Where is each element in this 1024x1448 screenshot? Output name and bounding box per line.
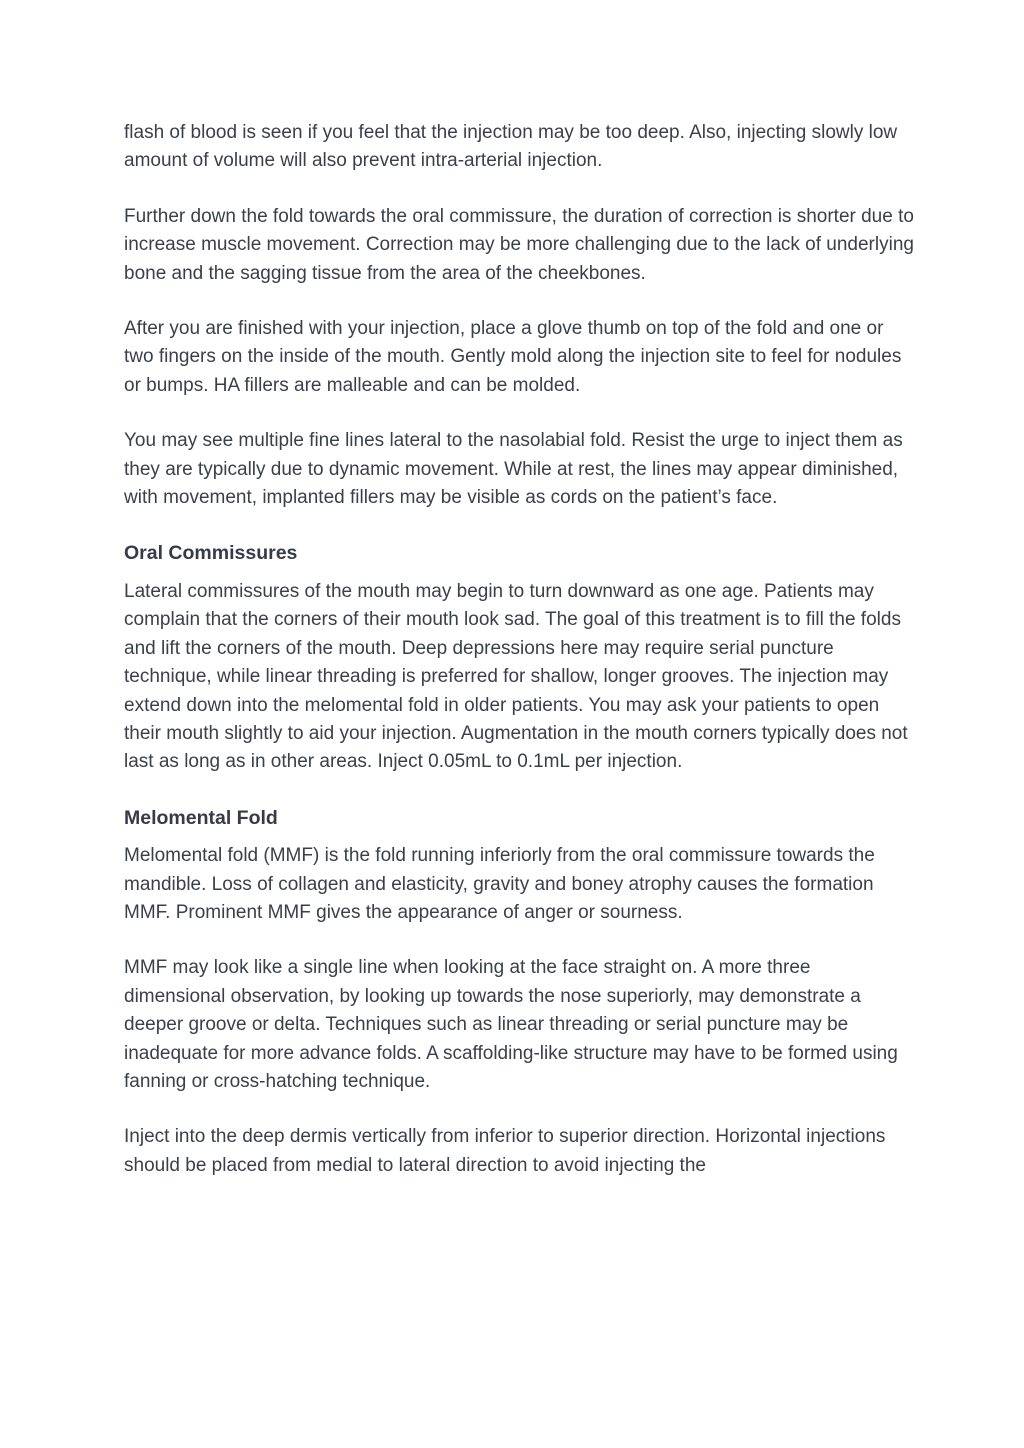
paragraph-mmf-observation: MMF may look like a single line when looking at the face straight on. A more three dimensional observation, by looking up towards the nose superiorly, may demonstrate a deeper groove or delta. Techniques such as linear threading or serial puncture may be inadequate for more advance folds. A scaffolding-like structure may have to be formed using fanning or cross-hatching technique. xyxy=(124,957,898,1092)
paragraph-fine-lines: You may see multiple fine lines lateral to the nasolabial fold. Resist the urge to inject them as they are typically due to dynamic movement. While at rest, the lines may appear diminished, with movement, implanted fillers may be visible as cords on the patient’s face. xyxy=(124,430,903,509)
heading-melomental-fold: Melomental Fold xyxy=(124,806,278,829)
paragraph-oral-commissures: Lateral commissures of the mouth may begin to turn downward as one age. Patients may complain that the corners of their mouth look sad. The goal of this treatment is to fill the folds and lift the corners of the mouth. Deep depressions here may require serial puncture technique, while linear threading is preferred for shallow, longer grooves. The injection may extend down into the melomental fold in older patients. You may ask your patients to open their mouth slightly to aid your injection. Augmentation in the mouth corners typically does not last as long as in other areas. Inject 0.05mL to 0.1mL per injection. xyxy=(124,580,908,773)
heading-oral-commissures: Oral Commissures xyxy=(124,542,298,565)
paragraph-oral-commissure-correction: Further down the fold towards the oral commissure, the duration of correction is shorter due to increase muscle movement. Correction may be more challenging due to the lack of underlying bone and the sagging tissue from the area of the cheekbones. xyxy=(124,205,914,284)
paragraph-melomental-definition: Melomental fold (MMF) is the fold running inferiorly from the oral commissure towards the mandible. Loss of collagen and elasticity, gravity and boney atrophy causes the formation MMF. Prominent MMF gives the appearance of anger or sourness. xyxy=(124,845,875,923)
paragraph-inject-deep-dermis: Inject into the deep dermis vertically from inferior to superior direction. Horizontal injections should be placed from medial to lateral direction to avoid injecting the xyxy=(124,1126,886,1176)
document-page xyxy=(124,119,914,1207)
paragraph-injection-depth: flash of blood is seen if you feel that the injection may be too deep. Also, injecting slowly low amount of volume will also prevent intra-arterial injection. xyxy=(124,122,898,172)
paragraph-mold-injection-site: After you are finished with your injection, place a glove thumb on top of the fold and one or two fingers on the inside of the mouth. Gently mold along the injection site to feel for nodules or bumps. HA fillers are malleable and can be molded. xyxy=(124,318,902,396)
